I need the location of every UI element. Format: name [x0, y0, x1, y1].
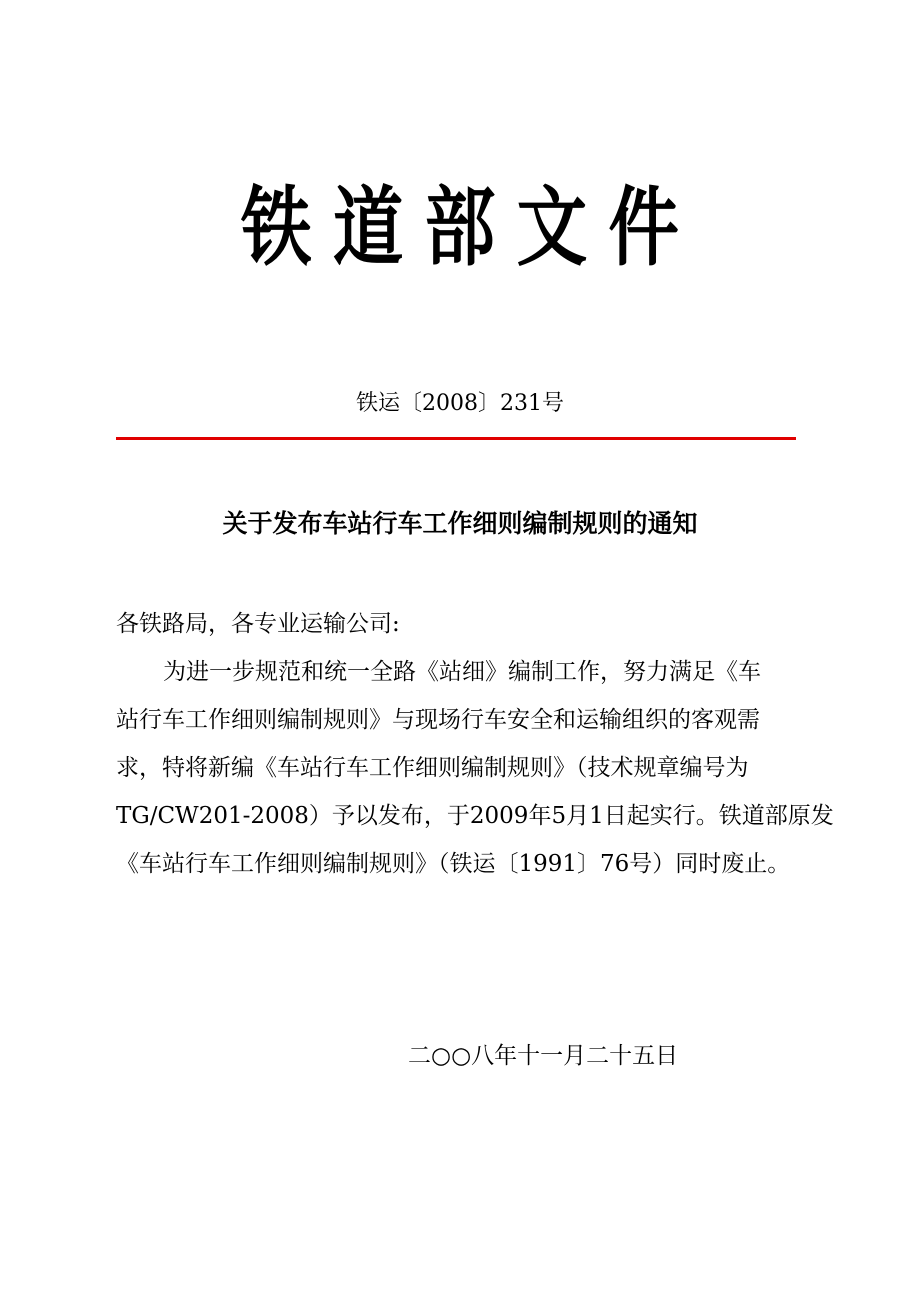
body-line: 为进一步规范和统一全路《站细》编制工作，努力满足《车: [163, 659, 761, 685]
red-divider-rule: [116, 437, 796, 440]
body-line: TG/CW201-2008）予以发布，于2009年5月1日起实行。铁道部原发: [116, 803, 834, 829]
body-line: 求，特将新编《车站行车工作细则编制规则》（技术规章编号为: [116, 755, 749, 781]
body-line: 站行车工作细则编制规则》与现场行车安全和运输组织的客观需: [116, 707, 760, 733]
signoff-date: 二○○八年十一月二十五日: [408, 1043, 679, 1069]
salutation: 各铁路局，各专业运输公司:: [116, 611, 400, 637]
notice-title: 关于发布车站行车工作细则编制规则的通知: [222, 509, 698, 538]
document-number: 铁运〔2008〕231号: [356, 391, 564, 416]
body-line: 《车站行车工作细则编制规则》（铁运〔1991〕76号）同时废止。: [116, 851, 791, 877]
notice-body: [116, 600, 834, 888]
document-header-title: 铁道部文件: [241, 178, 701, 278]
